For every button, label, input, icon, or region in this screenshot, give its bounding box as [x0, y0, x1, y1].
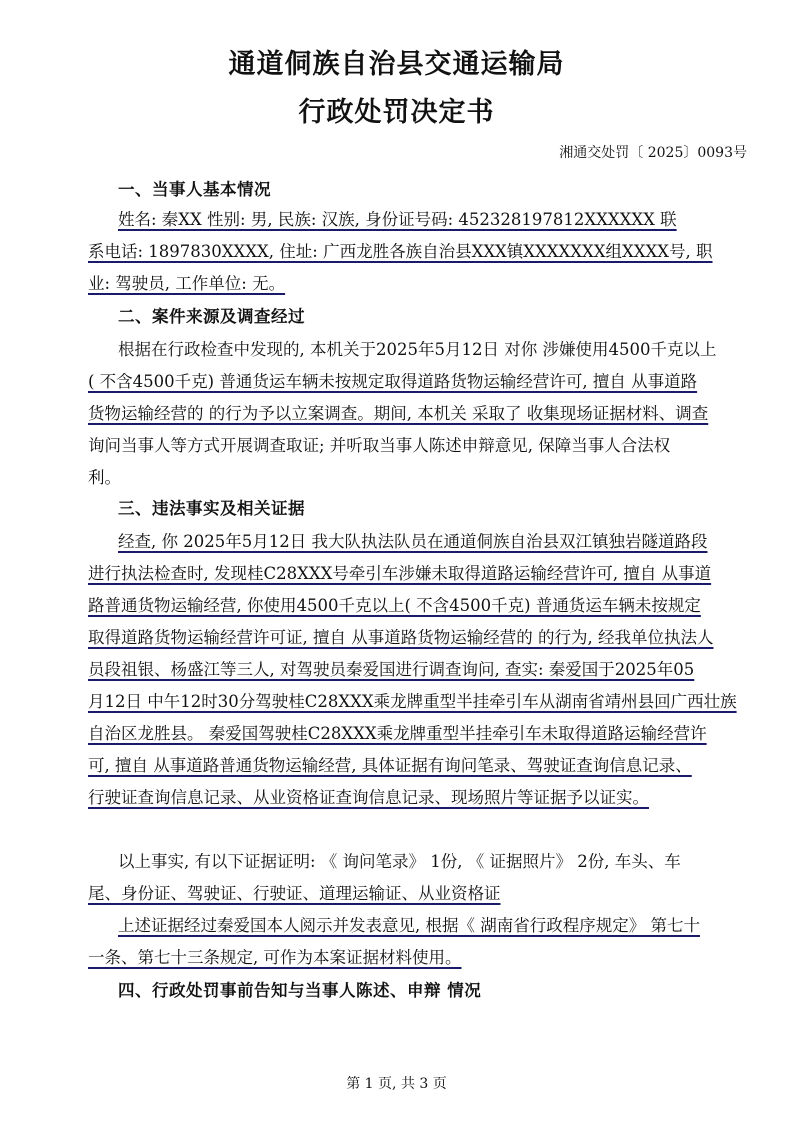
paragraph-line: 取得道路货物运输经营许可证, 擅自 从事道路货物运输经营的 的行为, 经我单位执法人 — [88, 628, 714, 647]
paragraph-line: 可, 擅自 从事道路普通货物运输经营, 具体证据有询问笔录、驾驶证查询信息记录、 — [88, 756, 692, 775]
paragraph-line: 利。 — [88, 468, 121, 487]
section-heading-case-source: 二、案件来源及调查经过 — [118, 307, 305, 326]
document-number: 湘通交处罚〔 2025〕0093号 — [559, 145, 747, 161]
paragraph-line: 月12日 中午12时30分驾驶桂C28XXX乘龙牌重型半挂牵引车从湖南省靖州县回广西壮族 — [88, 692, 737, 711]
section-heading-violation-facts: 三、违法事实及相关证据 — [118, 499, 305, 518]
paragraph-line: 业: 驾驶员, 工作单位: 无。 — [88, 274, 286, 293]
paragraph-line: 尾、身份证、驾驶证、行驶证、道理运输证、从业资格证 — [88, 884, 501, 903]
paragraph-line: 姓名: 秦XX 性别: 男, 民族: 汉族, 身份证号码: 452328197812XXXXXX 联 — [118, 210, 677, 229]
paragraph-line: 经查, 你 2025年5月12日 我大队执法队员在通道侗族自治县双江镇独岩隧道路段 — [118, 532, 708, 551]
paragraph-line: 询问当事人等方式开展调查取证; 并听取当事人陈述申辩意见, 保障当事人合法权 — [88, 436, 671, 455]
paragraph-line: 一条、第七十三条规定, 可作为本案证据材料使用。 — [88, 948, 462, 967]
section-heading-party-info: 一、当事人基本情况 — [118, 180, 271, 199]
paragraph-line: 系电话: 1897830XXXX, 住址: 广西龙胜各族自治县XXX镇XXXXXXX组XXXX号, 职 — [88, 242, 713, 261]
paragraph-line: 进行执法检查时, 发现桂C28XXX号牵引车涉嫌未取得道路运输经营许可, 擅自 从事道 — [88, 564, 712, 583]
document-title: 通道侗族自治县交通运输局 — [228, 49, 565, 80]
paragraph-line: 以上事实, 有以下证据证明: 《 询问笔录》 1份, 《 证据照片》 2份, 车头、车 — [118, 852, 681, 871]
paragraph-line: 自治区龙胜县。 秦爱国驾驶桂C28XXX乘龙牌重型半挂牵引车未取得道路运输经营许 — [88, 724, 707, 743]
paragraph-line: 上述证据经过秦爱国本人阅示并发表意见, 根据《 湖南省行政程序规定》 第七十 — [118, 916, 700, 935]
paragraph-line: 行驶证查询信息记录、从业资格证查询信息记录、现场照片等证据予以证实。 — [88, 788, 649, 807]
paragraph-line: 货物运输经营的 的行为予以立案调查。期间, 本机关 采取了 收集现场证据材料、调查 — [88, 404, 709, 423]
paragraph-line: ( 不含4500千克) 普通货运车辆未按规定取得道路货物运输经营许可, 擅自 从事道路 — [88, 372, 698, 391]
page-footer: 第 1 页, 共 3 页 — [346, 1076, 447, 1092]
section-heading-prior-notice: 四、行政处罚事前告知与当事人陈述、申辩 情况 — [118, 981, 482, 1000]
paragraph-line: 路普通货物运输经营, 你使用4500千克以上( 不含4500千克) 普通货运车辆未按规定 — [88, 596, 701, 615]
paragraph-line: 员段祖银、杨盛江等三人, 对驾驶员秦爱国进行调查询问, 查实: 秦爱国于2025年05 — [88, 660, 695, 679]
document-subtitle: 行政处罚决定书 — [298, 97, 495, 128]
paragraph-line: 根据在行政检查中发现的, 本机关于2025年5月12日 对你 涉嫌使用4500千克以上 — [118, 340, 717, 359]
